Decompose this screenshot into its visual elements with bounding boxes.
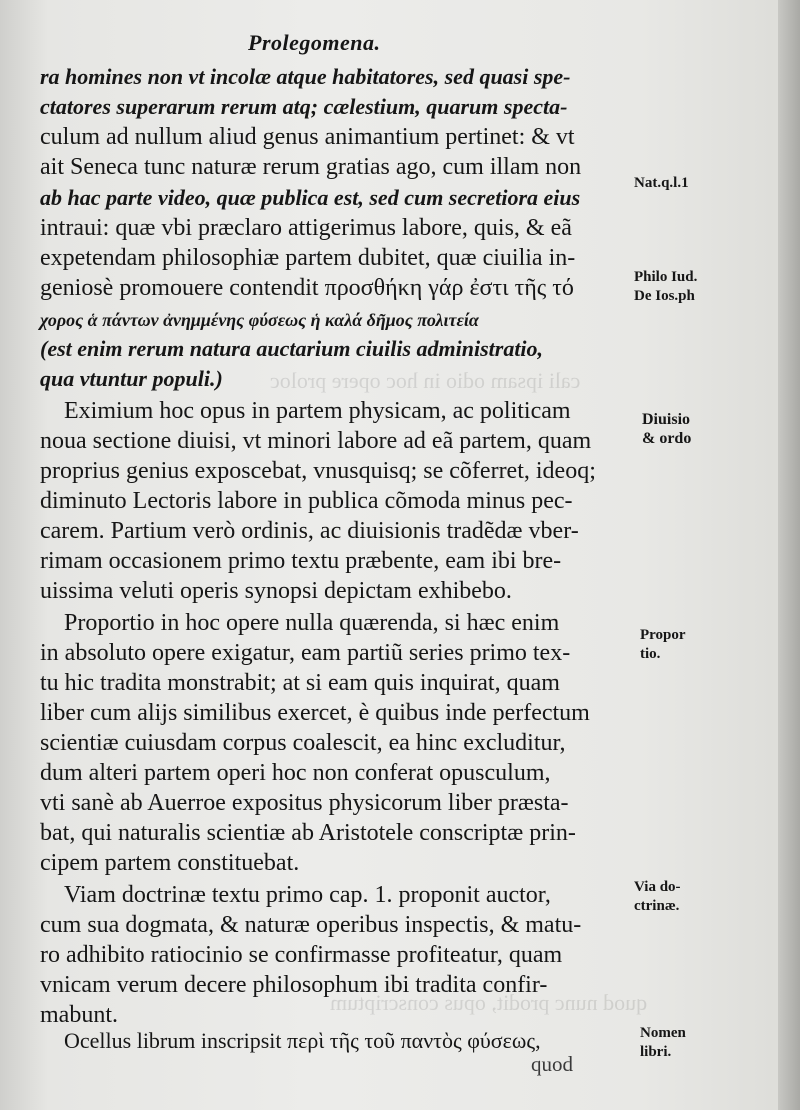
text-line: culum ad nullum aliud genus animantium pertinet: & vt [40,124,575,150]
margin-note: Philo Iud. De Ios.ph [634,269,698,304]
text-line: in absoluto opere exigatur, eam partiũ series primo tex- [40,640,571,666]
margin-note: Nomen libri. [640,1025,686,1060]
text-line: vnicam verum decere philosophum ibi tradita confir- [40,972,548,998]
catchword: quod [531,1052,573,1076]
paragraph-start: Eximium hoc opus in partem physicam, ac politicam [64,398,571,424]
text-line: carem. Partium verò ordinis, ac diuisionis tradẽdæ vber- [40,518,579,544]
text-line: ait Seneca tunc naturæ rerum gratias ago, cum illam non [40,154,582,180]
text-line: ab hac parte video, quæ publica est, sed cum secretiora eius [40,185,581,210]
text-line: scientiæ cuiusdam corpus coalescit, ea hinc excluditur, [40,730,566,756]
text-line: ctatores superarum rerum atq; cælestium, quarum specta- [40,94,568,119]
margin-note: Via do- ctrinæ. [634,879,681,914]
text-line: vti sanè ab Auerroe expositus physicorum liber præsta- [40,790,569,816]
text-line: ro adhibito ratiocinio se confirmasse profiteatur, quam [40,942,563,968]
text-line: rimam occasionem primo textu præbente, eam ibi bre- [40,548,562,574]
text-line: uissima veluti operis synopsi depictam exhibebo. [40,578,512,604]
margin-note: Nat.q.l.1 [634,175,689,191]
paragraph-start: Proportio in hoc opere nulla quærenda, si hæc enim [64,610,560,636]
text-line: bat, qui naturalis scientiæ ab Aristotele conscriptæ prin- [40,820,576,846]
show-through-text: cali ipsam odio in hoc opere proloc [270,368,581,393]
text-line: cum sua dogmata, & naturæ operibus inspectis, & matu- [40,912,582,938]
text-line: noua sectione diuisi, vt minori labore ad eã partem, quam [40,428,592,454]
text-line: intraui: quæ vbi præclaro attigerimus labore, quis, & eã [40,215,572,241]
text-line: proprius genius exposcebat, vnusquisq; se cõferret, ideoq; [40,458,596,484]
margin-note: Diuisio & ordo [642,411,692,447]
text-line: (est enim rerum natura auctarium ciuilis administratio, [40,336,544,361]
text-line: mabunt. [40,1002,118,1028]
text-line: diminuto Lectoris labore in publica cõmoda minus pec- [40,488,573,514]
text-line: tu hic tradita monstrabit; at si eam quis inquirat, quam [40,670,560,696]
text-line: ra homines non vt incolæ atque habitatores, sed quasi spe- [40,64,571,89]
text-line: cipem partem constituebat. [40,850,300,876]
text-line: geniosè promouere contendit προσθήκη γάρ ἐστι τῆς τό [40,275,574,301]
text-line: qua vtuntur populi.) [40,366,223,391]
page-gutter [778,0,800,1110]
text-line: dum alteri partem operi hoc non conferat opusculum, [40,760,551,786]
paragraph-start: Ocellus librum inscripsit περὶ τῆς τοῦ παντὸς φύσεως, [64,1028,541,1053]
text-line: expetendam philosophiæ partem dubitet, quæ ciuilia in- [40,245,576,271]
paragraph-start: Viam doctrinæ textu primo cap. 1. proponit auctor, [64,882,551,908]
show-through-text: quod nunc prodit, opus conscriptum [330,990,648,1015]
running-head: Prolegomena. [248,30,381,55]
margin-note: Propor tio. [640,627,686,662]
greek-line: χορος ἁ πάντων ἀνημμένης φύσεως ἡ καλά δῆμος πολιτεία [40,310,479,330]
text-line: liber cum alijs similibus exercet, è quibus inde perfectum [40,700,590,726]
